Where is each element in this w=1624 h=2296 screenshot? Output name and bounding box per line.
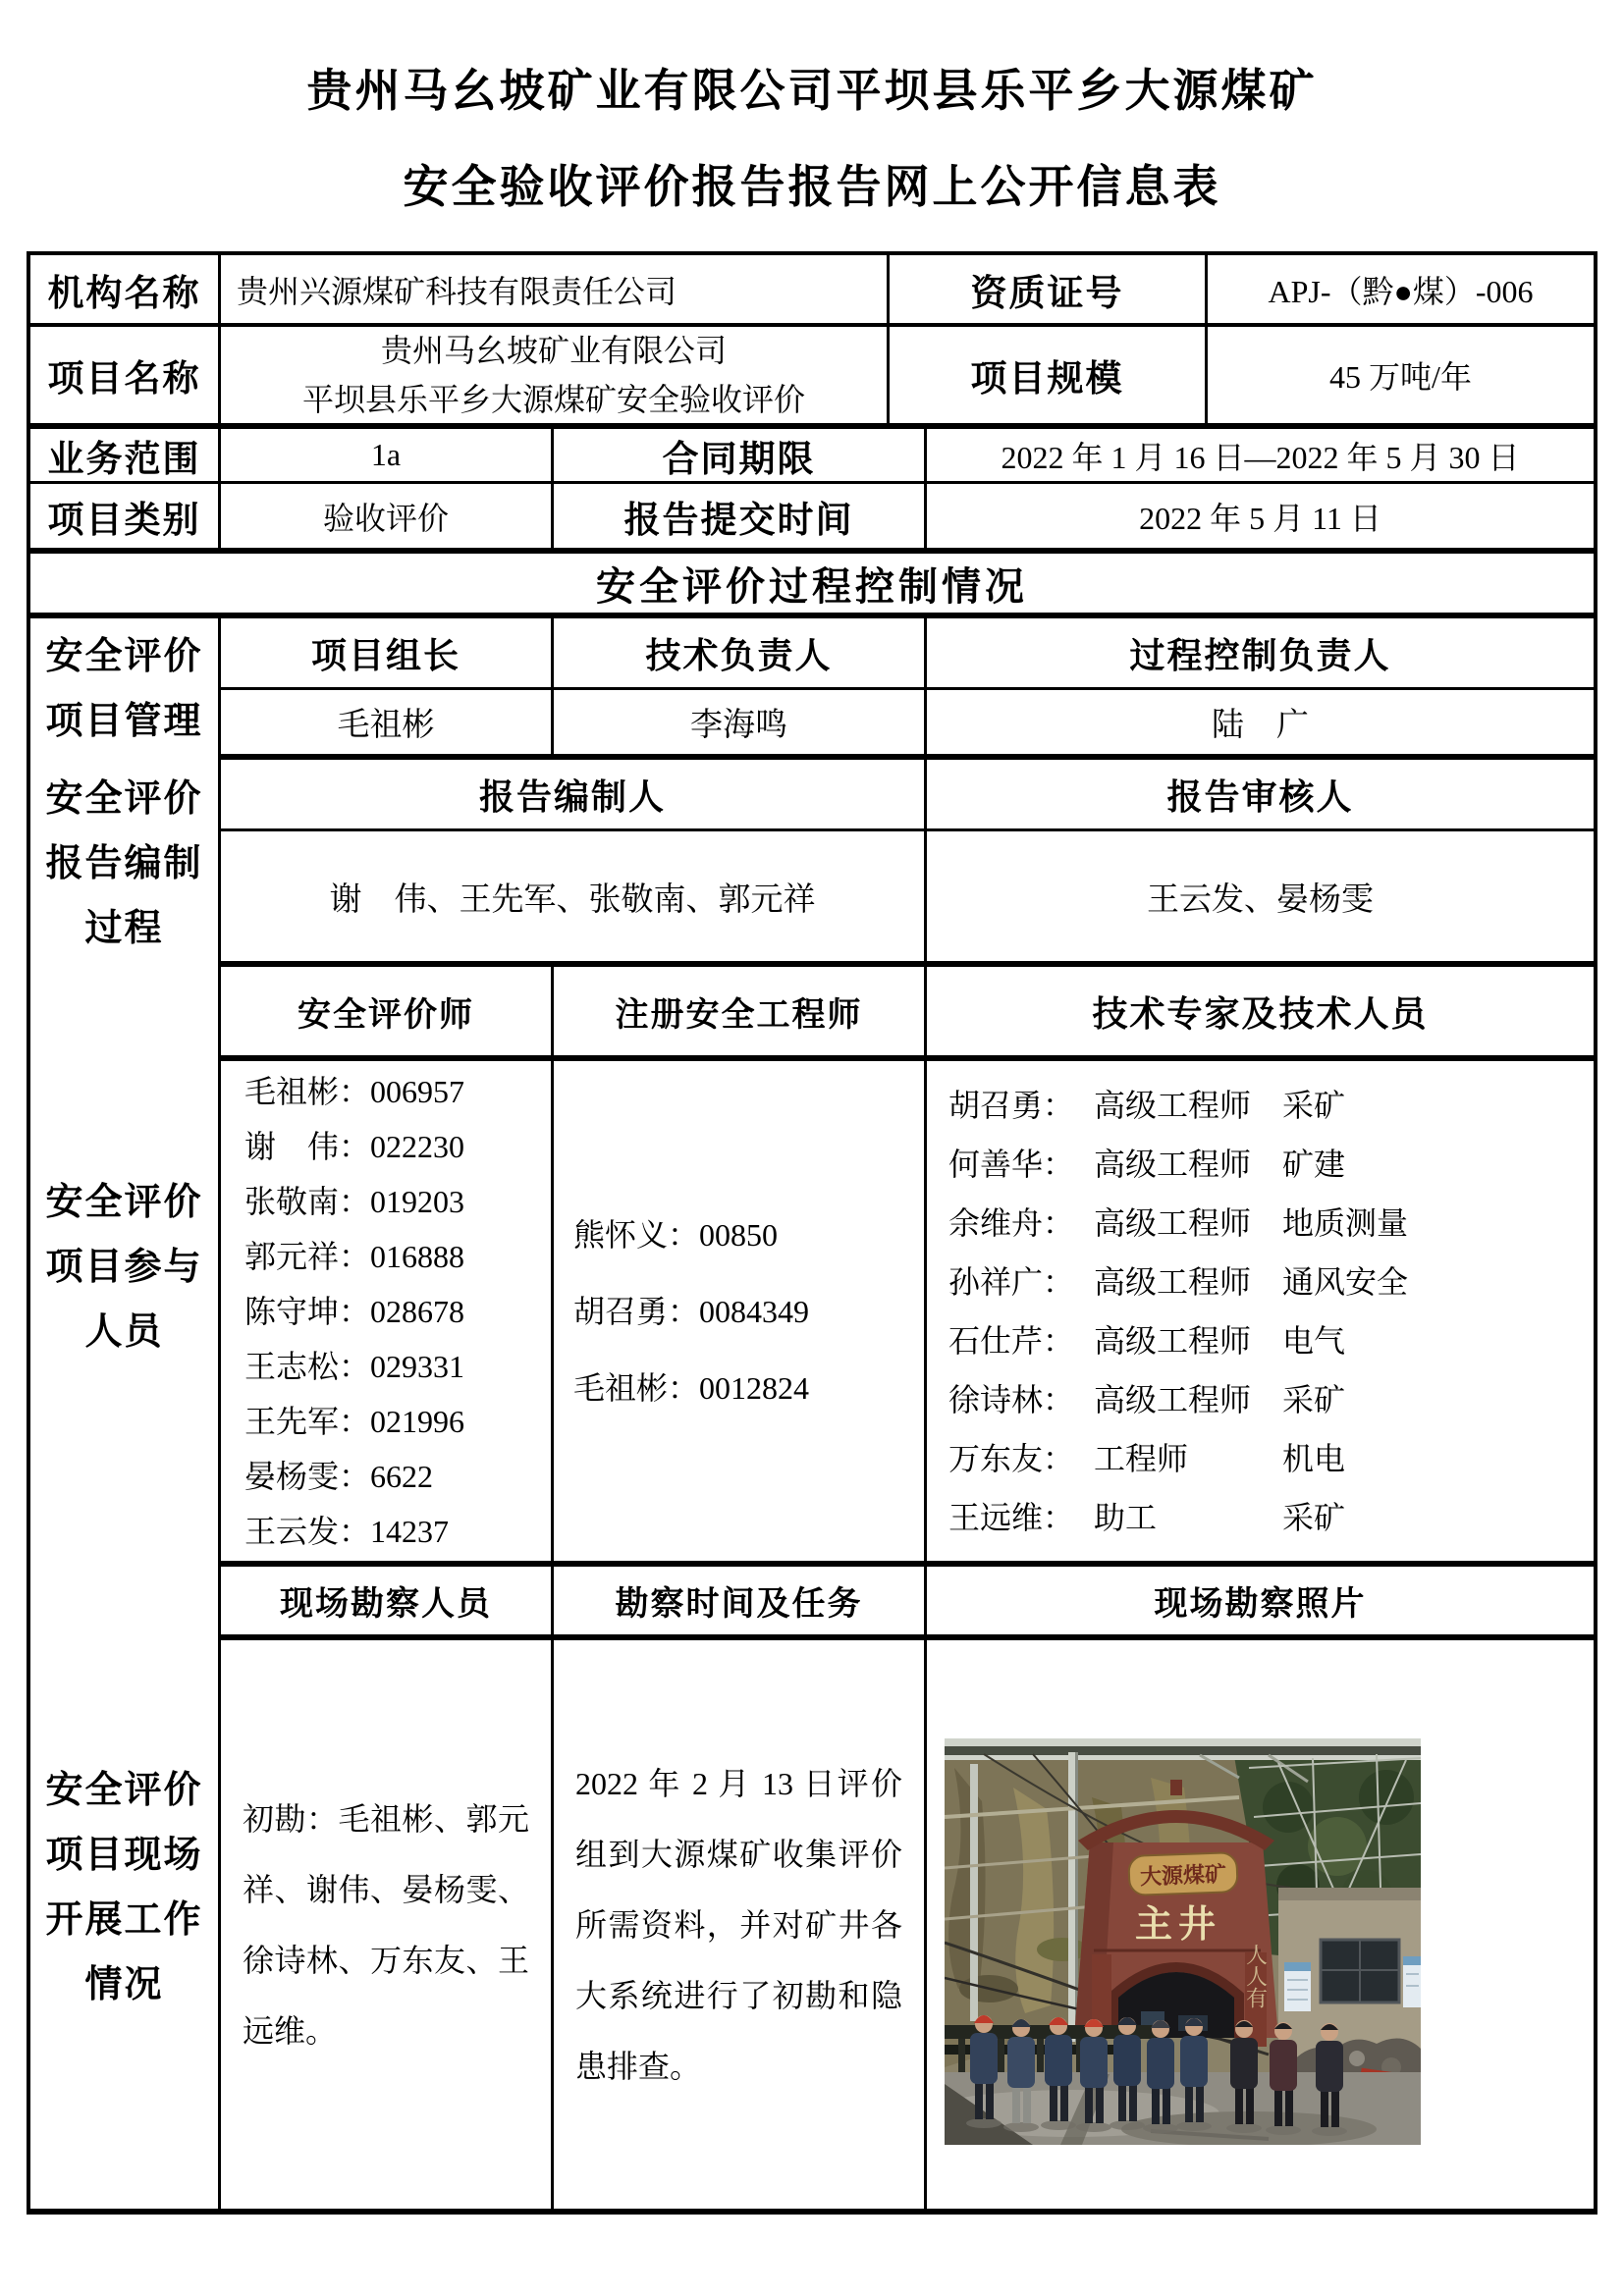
site-personnel-value: 初勘：毛祖彬、郭元祥、谢伟、晏杨雯、徐诗林、万东友、王远维。 bbox=[221, 1640, 554, 2209]
assessor-item: 晏杨雯：6622 bbox=[244, 1458, 434, 1494]
org-value: 贵州兴源煤矿科技有限责任公司 bbox=[221, 255, 890, 323]
band-management bbox=[30, 618, 1594, 760]
expert-item: 万东友： 工程师 机电 bbox=[948, 1440, 1346, 1476]
category-value: 验收评价 bbox=[221, 484, 554, 548]
management-value-row bbox=[221, 690, 1594, 760]
engineer-item: 胡召勇：0084349 bbox=[573, 1293, 810, 1329]
survey-team-group bbox=[966, 2015, 1347, 2136]
mine-entrance-photo bbox=[945, 1738, 1421, 2145]
site-row-label: 安全评价 项目现场 开展工作 情况 bbox=[30, 1567, 221, 2209]
expert-item: 徐诗林： 高级工程师 采矿 bbox=[948, 1381, 1346, 1417]
cert-label: 资质证号 bbox=[890, 255, 1208, 323]
document-title-line2: 安全验收评价报告报告网上公开信息表 bbox=[403, 162, 1221, 212]
management-row-label: 安全评价 项目管理 bbox=[30, 618, 221, 760]
writer-value: 谢 伟、王先军、张敬南、郭元祥 bbox=[221, 831, 927, 961]
site-value-row bbox=[221, 1640, 1594, 2209]
row-category bbox=[30, 484, 1594, 554]
project-value-line1: 贵州马幺坡矿业有限公司 bbox=[380, 333, 727, 368]
reviewer-value: 王云发、晏杨雯 bbox=[1147, 881, 1374, 918]
row-process-section bbox=[30, 554, 1594, 618]
assessor-item: 王云发：14237 bbox=[244, 1513, 450, 1549]
management-header-row bbox=[221, 618, 1594, 690]
expert-item: 石仕芹： 高级工程师 电气 bbox=[948, 1322, 1346, 1359]
report-header-row bbox=[221, 760, 1594, 831]
contract-value: 2022 年 1 月 16 日—2022 年 5 月 30 日 bbox=[1001, 439, 1520, 475]
participants-value-row bbox=[221, 1061, 1594, 1567]
engineer-label: 注册安全工程师 bbox=[554, 967, 927, 1055]
participants-header-row bbox=[221, 967, 1594, 1061]
writer-label: 报告编制人 bbox=[221, 760, 927, 828]
scale-value: 45 万吨/年 bbox=[1329, 359, 1472, 395]
site-personnel-label: 现场勘察人员 bbox=[221, 1567, 554, 1634]
scale-label: 项目规模 bbox=[890, 327, 1208, 423]
report-row-label: 安全评价 报告编制 过程 bbox=[30, 760, 221, 967]
expert-item: 王远维： 助工 采矿 bbox=[948, 1499, 1346, 1535]
band-site bbox=[30, 1567, 1594, 2209]
assessor-item: 郭元祥：016888 bbox=[244, 1238, 465, 1274]
expert-item: 余维舟： 高级工程师 地质测量 bbox=[948, 1204, 1409, 1241]
process-section-title: 安全评价过程控制情况 bbox=[596, 564, 1028, 609]
contract-label: 合同期限 bbox=[554, 429, 927, 481]
info-table bbox=[27, 251, 1597, 2215]
submit-value: 2022 年 5 月 11 日 bbox=[1139, 500, 1381, 536]
site-photo-label: 现场勘察照片 bbox=[1154, 1585, 1367, 1623]
photo-plaque-text: 大源煤矿 bbox=[1139, 1861, 1227, 1890]
engineer-list bbox=[554, 1061, 927, 1561]
expert-item: 胡召勇： 高级工程师 采矿 bbox=[948, 1087, 1346, 1123]
submit-label: 报告提交时间 bbox=[554, 484, 927, 548]
assessor-item: 王志松：029331 bbox=[244, 1348, 465, 1384]
report-value-row bbox=[221, 831, 1594, 967]
document-title-line1: 贵州马幺坡矿业有限公司平坝县乐平乡大源煤矿 bbox=[306, 66, 1318, 116]
business-value: 1a bbox=[221, 429, 554, 481]
site-survey-photo bbox=[945, 1738, 1421, 2150]
category-label: 项目类别 bbox=[30, 484, 221, 548]
photo-side-text: 人人有 bbox=[1243, 1944, 1269, 2008]
band-report bbox=[30, 760, 1594, 967]
site-photo-cell bbox=[927, 1640, 1594, 2209]
reviewer-label: 报告审核人 bbox=[1166, 775, 1354, 817]
project-label: 项目名称 bbox=[30, 327, 221, 423]
tech-label: 技术负责人 bbox=[554, 618, 927, 687]
assessor-item: 陈守坤：028678 bbox=[244, 1293, 465, 1329]
assessor-item: 王先军：021996 bbox=[244, 1403, 465, 1439]
engineer-item: 毛祖彬：0012824 bbox=[573, 1369, 810, 1406]
org-label: 机构名称 bbox=[30, 255, 221, 323]
expert-label: 技术专家及技术人员 bbox=[1092, 992, 1429, 1034]
leader-label: 项目组长 bbox=[221, 618, 554, 687]
business-label: 业务范围 bbox=[30, 429, 221, 481]
row-business bbox=[30, 429, 1594, 484]
site-header-row bbox=[221, 1567, 1594, 1640]
assessor-item: 张敬南：019203 bbox=[244, 1183, 465, 1219]
engineer-item: 熊怀义：00850 bbox=[573, 1216, 779, 1253]
participants-row-label: 安全评价 项目参与 人员 bbox=[30, 967, 221, 1567]
band-participants bbox=[30, 967, 1594, 1567]
project-value-line2: 平坝县乐平乡大源煤矿安全验收评价 bbox=[301, 382, 805, 417]
photo-gate-text: 主井 bbox=[1134, 1904, 1222, 1946]
expert-item: 何善华： 高级工程师 矿建 bbox=[948, 1146, 1346, 1182]
control-value: 陆 广 bbox=[1212, 708, 1309, 743]
row-org bbox=[30, 255, 1594, 327]
tech-value: 李海鸣 bbox=[554, 690, 927, 754]
assessor-item: 谢 伟：022230 bbox=[244, 1128, 465, 1164]
assessor-label: 安全评价师 bbox=[221, 967, 554, 1055]
expert-item: 孙祥广： 高级工程师 通风安全 bbox=[948, 1263, 1409, 1300]
row-project bbox=[30, 327, 1594, 429]
assessor-item: 毛祖彬：006957 bbox=[244, 1073, 465, 1109]
expert-list bbox=[927, 1061, 1594, 1561]
assessor-list bbox=[221, 1061, 554, 1561]
control-label: 过程控制负责人 bbox=[1129, 634, 1391, 675]
site-task-label: 勘察时间及任务 bbox=[554, 1567, 927, 1634]
cert-value: APJ-（黔●煤）-006 bbox=[1268, 273, 1534, 309]
leader-value: 毛祖彬 bbox=[221, 690, 554, 754]
site-task-value: 2022 年 2 月 13 日评价组到大源煤矿收集评价所需资料，并对矿井各大系统进行了初勘和隐患排查。 bbox=[554, 1640, 927, 2209]
project-value bbox=[221, 327, 890, 423]
